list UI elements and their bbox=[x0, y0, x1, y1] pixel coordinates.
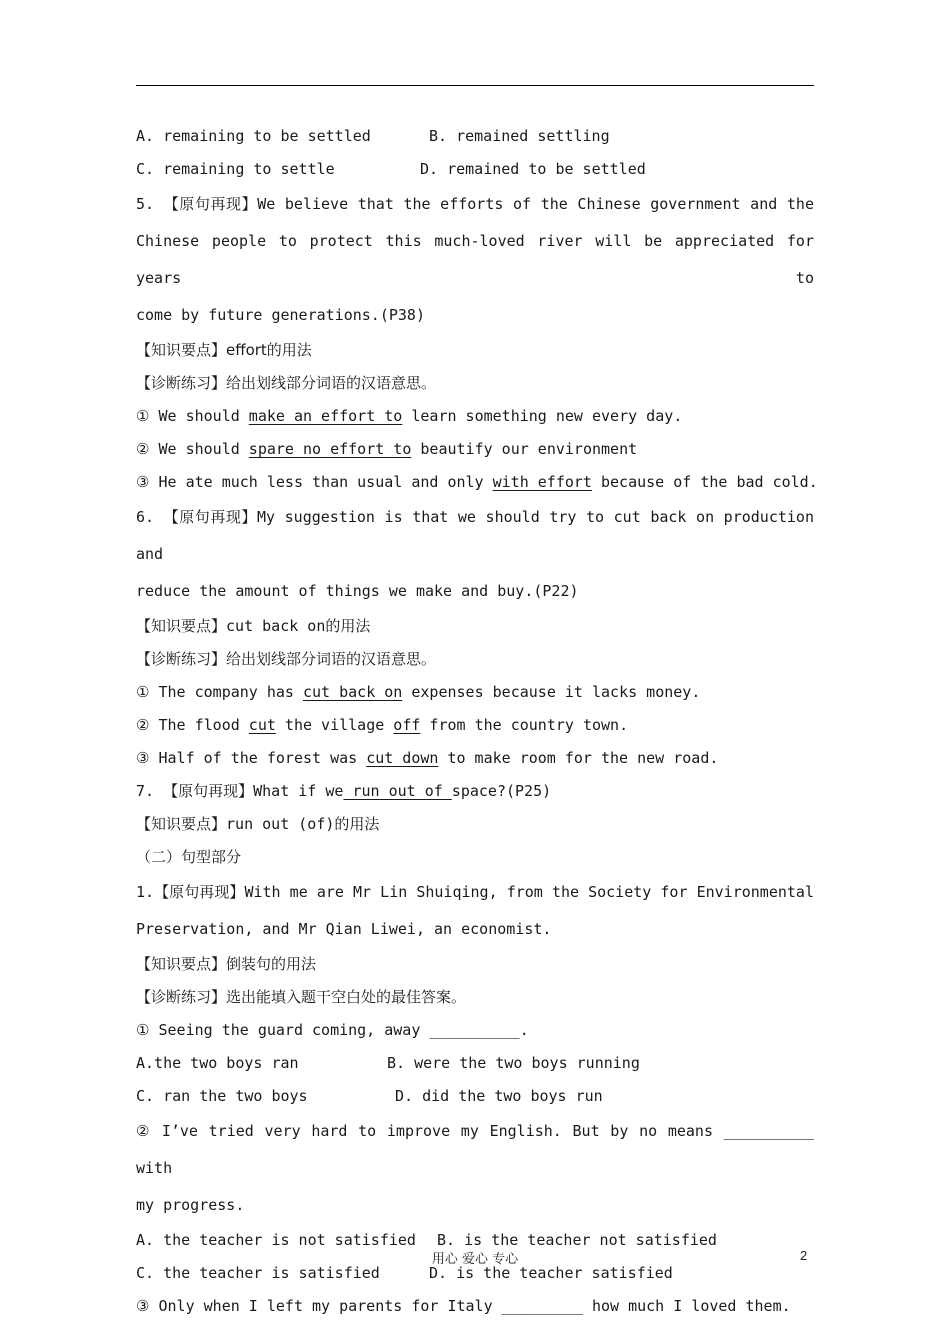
sentence1-key-point: 【知识要点】倒装句的用法 bbox=[136, 955, 317, 973]
option-d: D. is the teacher satisfied bbox=[429, 1264, 673, 1282]
item6-original-line2: reduce the amount of things we make and buy.(P22) bbox=[136, 582, 579, 600]
item5-sentence-1: ① We should make an effort to learn something new every day. bbox=[136, 407, 683, 425]
question-2-line2: my progress. bbox=[136, 1196, 245, 1214]
item6-drill: 【诊断练习】给出划线部分词语的汉语意思。 bbox=[136, 650, 437, 668]
page-body bbox=[136, 120, 818, 1323]
question-1: ① Seeing the guard coming, away __________. bbox=[136, 1021, 529, 1039]
item7-original: 7. 【原句再现】What if we run out of space?(P25) bbox=[136, 782, 552, 800]
sentence1-original-line1: 1.【原句再现】With me are Mr Lin Shuiqing, from the Society for Environmental bbox=[136, 883, 814, 901]
option-d: D. did the two boys run bbox=[395, 1087, 603, 1105]
underlined-phrase: make an effort to bbox=[248, 407, 403, 425]
question-3: ③ Only when I left my parents for Italy _________ how much I loved them. bbox=[136, 1297, 791, 1315]
item6-sentence-1: ① The company has cut back on expenses because it lacks money. bbox=[136, 683, 701, 701]
option-row bbox=[136, 1047, 814, 1080]
option-d: D. remained to be settled bbox=[420, 160, 646, 178]
option-c: C. ran the two boys bbox=[136, 1087, 308, 1105]
option-b: B. remained settling bbox=[429, 127, 610, 145]
underlined-phrase: with effort bbox=[492, 473, 592, 491]
option-a: A. remaining to be settled bbox=[136, 127, 371, 145]
option-b: B. is the teacher not satisfied bbox=[437, 1231, 717, 1249]
header-rule bbox=[136, 85, 814, 86]
option-b: B. were the two boys running bbox=[387, 1054, 640, 1072]
question-2-line1: ② I’ve tried very hard to improve my English. But by no means __________ with bbox=[136, 1122, 814, 1177]
underlined-phrase: off bbox=[393, 716, 421, 734]
item6-sentence-2: ② The flood cut the village off from the country town. bbox=[136, 716, 629, 734]
page-number: 2 bbox=[800, 1248, 808, 1263]
option-c: C. remaining to settle bbox=[136, 160, 335, 178]
underlined-phrase: run out of bbox=[343, 782, 452, 800]
item7-key-point: 【知识要点】run out (of)的用法 bbox=[136, 815, 380, 833]
footer-motto: 用心 爱心 专心 bbox=[431, 1252, 519, 1267]
item5-sentence-3: ③ He ate much less than usual and only with effort because of the bad cold. bbox=[136, 473, 818, 491]
section-heading: （二）句型部分 bbox=[136, 848, 242, 866]
item5-key-point: 【知识要点】effort的用法 bbox=[136, 341, 312, 359]
option-c: C. the teacher is satisfied bbox=[136, 1264, 380, 1282]
item5-sentence-2: ② We should spare no effort to beautify our environment bbox=[136, 440, 638, 458]
option-row bbox=[136, 120, 814, 153]
sentence1-drill: 【诊断练习】选出能填入题干空白处的最佳答案。 bbox=[136, 988, 467, 1006]
option-a: A. the teacher is not satisfied bbox=[136, 1231, 416, 1249]
underlined-phrase: cut back on bbox=[302, 683, 403, 701]
underlined-phrase: cut down bbox=[366, 749, 439, 767]
underlined-phrase: cut bbox=[248, 716, 276, 734]
option-row bbox=[136, 1080, 814, 1113]
item5-drill: 【诊断练习】给出划线部分词语的汉语意思。 bbox=[136, 374, 437, 392]
option-row bbox=[136, 153, 814, 186]
option-a: A.the two boys ran bbox=[136, 1054, 299, 1072]
item6-original-line1: 6. 【原句再现】My suggestion is that we should try to cut back on production and bbox=[136, 508, 814, 563]
item5-original-line2: Chinese people to protect this much-loved river will be appreciated for years to bbox=[136, 232, 814, 287]
item6-key-point: 【知识要点】cut back on的用法 bbox=[136, 617, 371, 635]
sentence1-original-line2: Preservation, and Mr Qian Liwei, an economist. bbox=[136, 920, 552, 938]
underlined-phrase: spare no effort to bbox=[248, 440, 412, 458]
item5-original-line3: come by future generations.(P38) bbox=[136, 306, 425, 324]
item6-sentence-3: ③ Half of the forest was cut down to make room for the new road. bbox=[136, 749, 719, 767]
item5-original-line1: 5. 【原句再现】We believe that the efforts of the Chinese government and the bbox=[136, 195, 814, 213]
